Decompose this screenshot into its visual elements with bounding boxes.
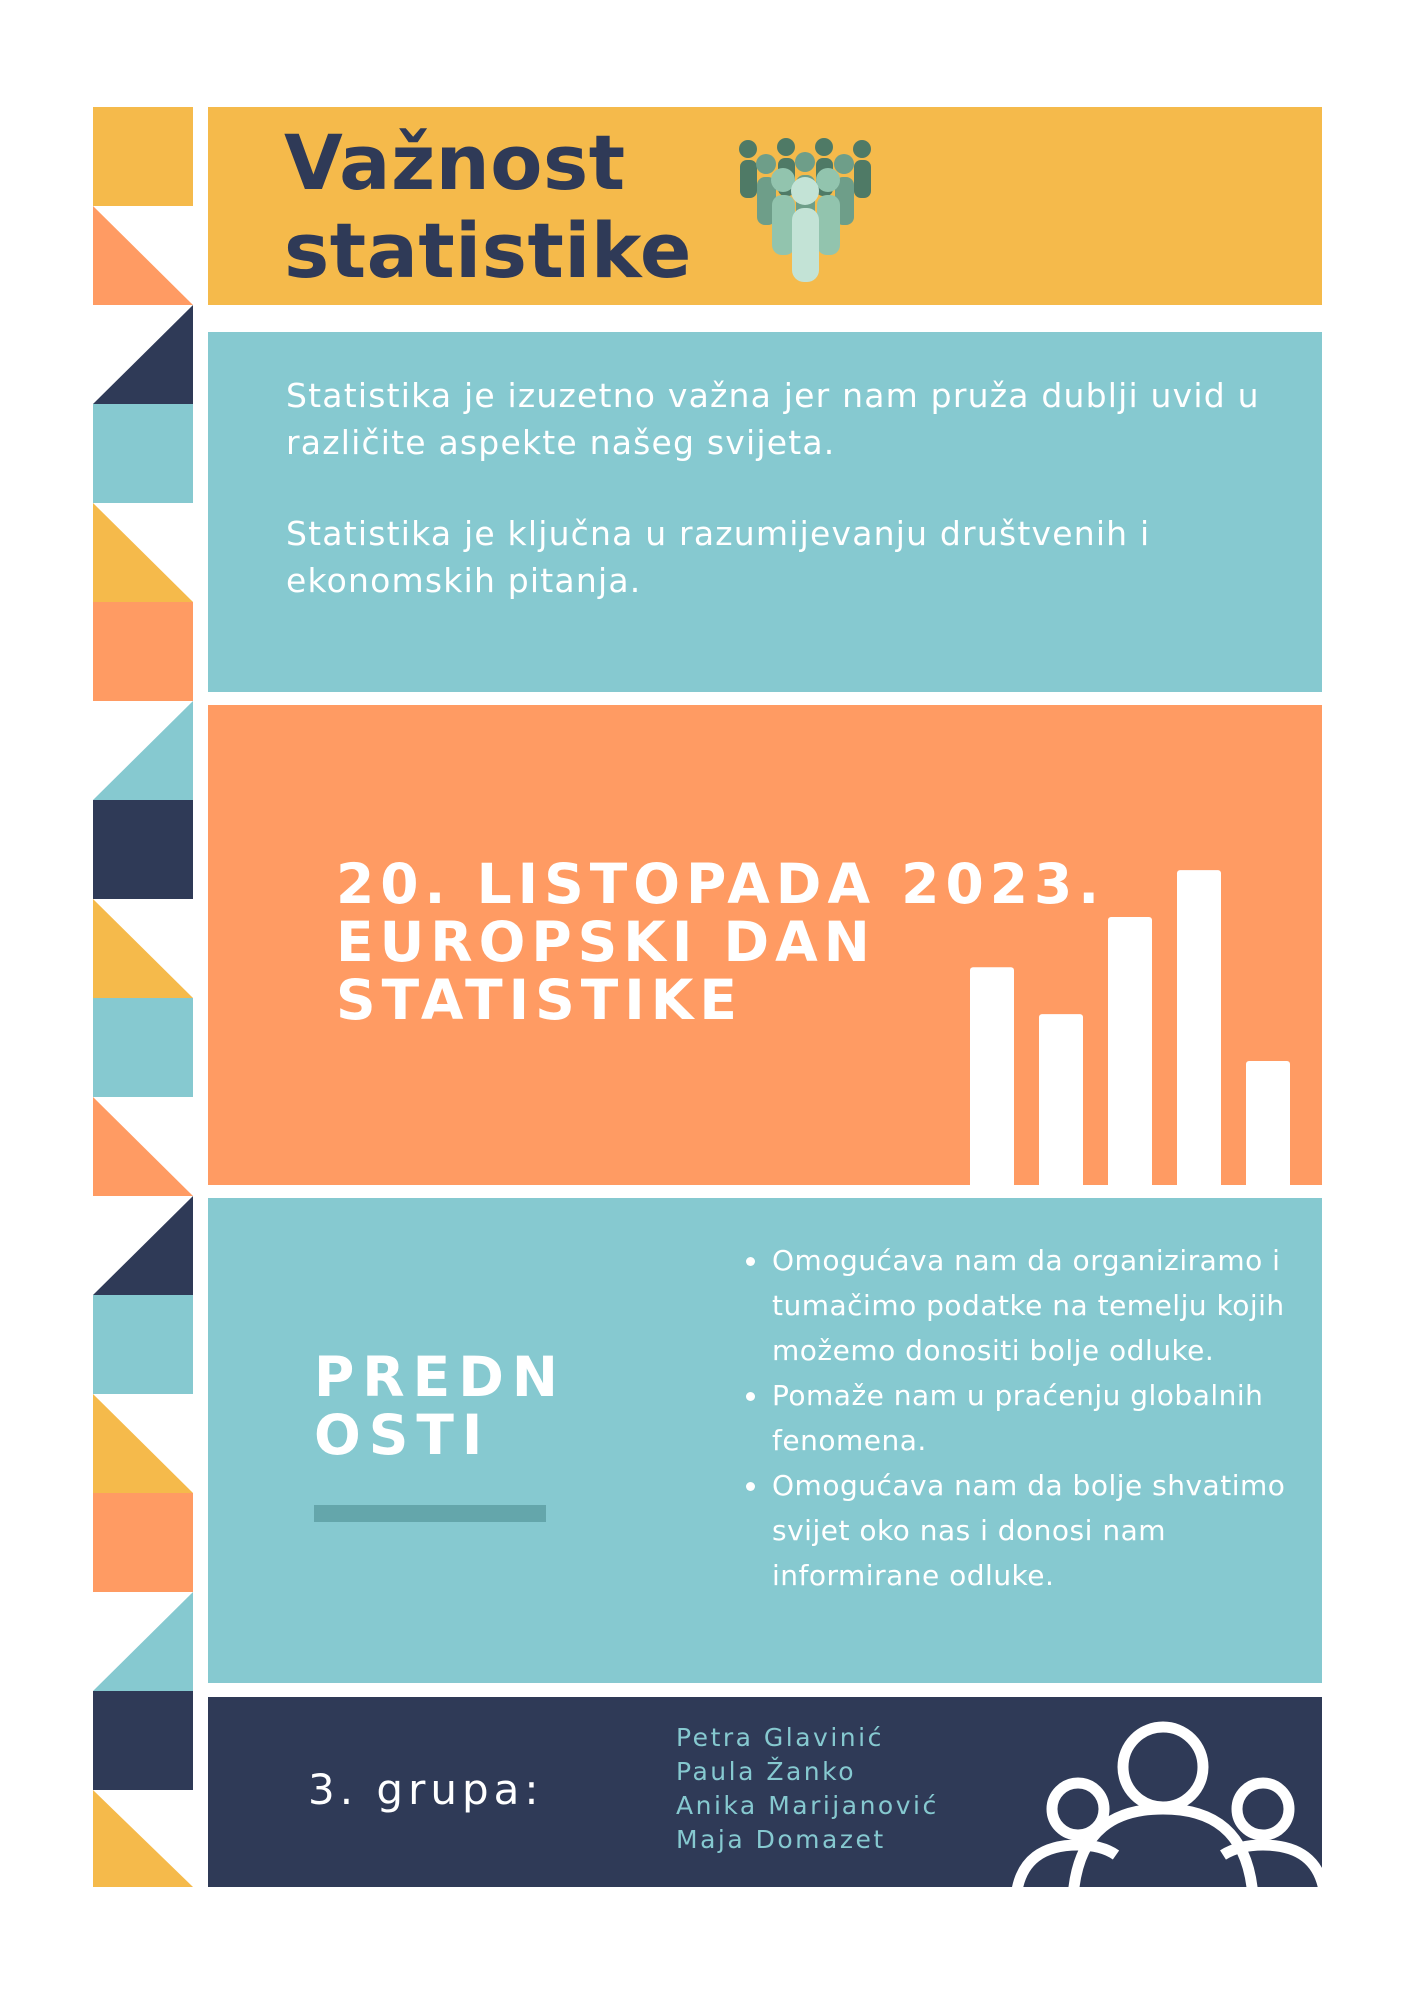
intro-paragraph-2: Statistika je ključna u razumijevanju društvenih i ekonomskih pitanja. (286, 514, 1151, 600)
chart-bar (970, 967, 1014, 1185)
decorative-strip (93, 107, 193, 1887)
bar-chart-icon (948, 835, 1322, 1185)
member-name: Petra Glavinić (676, 1723, 884, 1752)
event-name-line-2: STATISTIKE (336, 968, 743, 1032)
event-panel (208, 705, 1322, 1185)
group-panel (208, 1697, 1322, 1887)
intro-text (286, 372, 1296, 648)
intro-panel (208, 332, 1322, 692)
list-item: • Omogućava nam da bolje shvatimo svijet oko nas i donosi nam informirane odluke. (770, 1463, 1322, 1598)
advantages-heading: PREDNOSTI (314, 1345, 566, 1467)
page-title (284, 119, 692, 295)
title-panel (208, 107, 1322, 305)
event-name-line-1: EUROPSKI DAN (336, 910, 876, 974)
chart-bar (1177, 870, 1221, 1185)
member-name: Anika Marijanović (676, 1791, 939, 1820)
title-line-1: Važnost (284, 118, 626, 207)
chart-bar (1039, 1014, 1083, 1185)
group-label: 3. grupa: (308, 1765, 544, 1814)
advantages-list (740, 1238, 1322, 1598)
list-item: • Pomaže nam u praćenju globalnih fenomena. (770, 1373, 1322, 1463)
member-list (676, 1721, 939, 1857)
chart-bar (1246, 1061, 1290, 1185)
crowd-icon (728, 135, 878, 285)
intro-paragraph-1: Statistika je izuzetno važna jer nam pruža dublji uvid u različite aspekte našeg svijeta. (286, 376, 1260, 462)
group-icon (1008, 1697, 1322, 1887)
member-name: Maja Domazet (676, 1825, 886, 1854)
member-name: Paula Žanko (676, 1757, 857, 1786)
advantages-panel (208, 1198, 1322, 1683)
event-date: 20. LISTOPADA 2023. (336, 852, 1106, 916)
chart-bar (1108, 917, 1152, 1185)
heading-underline (314, 1505, 546, 1522)
list-item: • Omogućava nam da organiziramo i tumačimo podatke na temelju kojih možemo donositi bolje odluke. (770, 1238, 1322, 1373)
title-line-2: statistike (284, 206, 692, 295)
